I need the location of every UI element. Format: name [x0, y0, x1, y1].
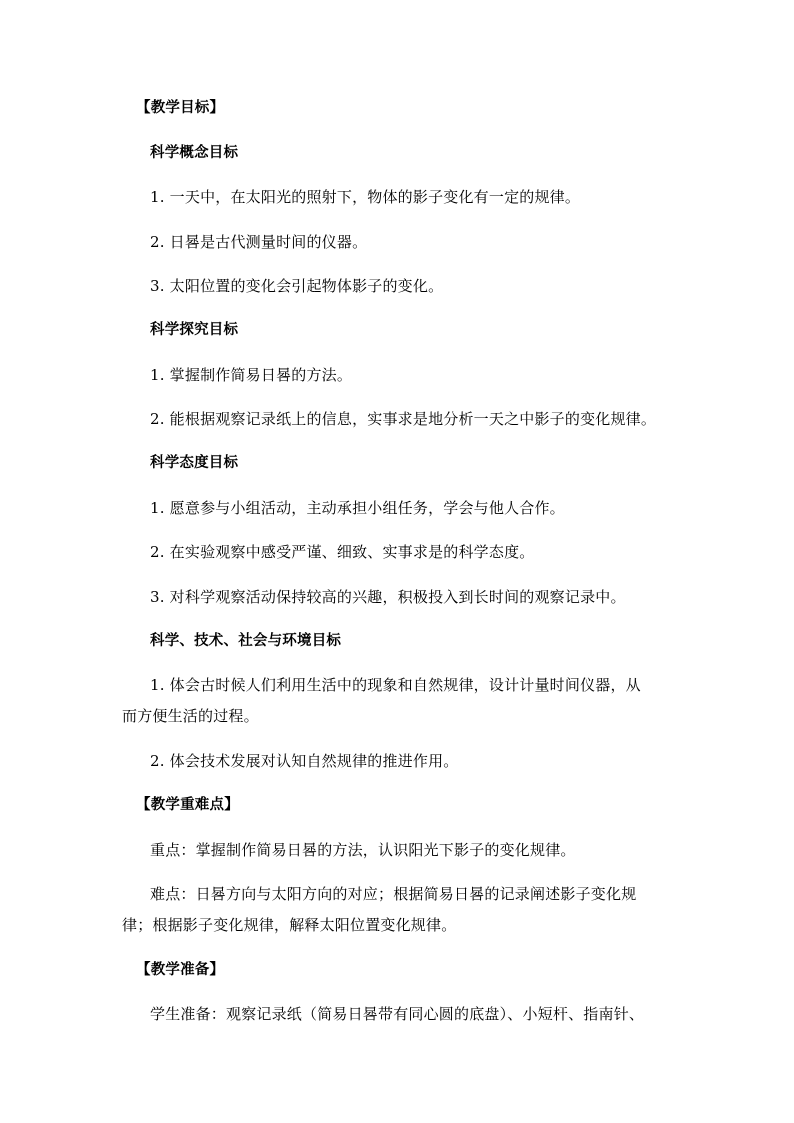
sts-item-continuation: 而方便生活的过程。 [122, 707, 259, 725]
sts-item: 1. 体会古时候人们利用生活中的现象和自然规律，设计计量时间仪器，从 [150, 676, 641, 694]
concept-item: 3. 太阳位置的变化会引起物体影子的变化。 [150, 277, 444, 295]
attitude-item: 1. 愿意参与小组活动，主动承担小组任务，学会与他人合作。 [150, 499, 565, 517]
concept-goals-title: 科学概念目标 [150, 145, 239, 161]
student-preparation: 学生准备：观察记录纸（简易日晷带有同心圆的底盘）、小短杆、指南针、 [150, 1005, 645, 1023]
heading-key-points: 【教学重难点】 [136, 797, 239, 813]
sts-item: 2. 体会技术发展对认知自然规律的推进作用。 [150, 752, 459, 770]
key-point: 重点：掌握制作简易日晷的方法，认识阳光下影子的变化规律。 [150, 841, 576, 859]
difficulty-point-continuation: 律；根据影子变化规律，解释太阳位置变化规律。 [122, 916, 457, 934]
difficulty-point: 难点：日晷方向与太阳方向的对应；根据简易日晷的记录阐述影子变化规 [150, 885, 637, 903]
inquiry-item: 1. 掌握制作简易日晷的方法。 [150, 366, 353, 384]
concept-item: 1. 一天中，在太阳光的照射下，物体的影子变化有一定的规律。 [150, 188, 581, 206]
inquiry-item: 2. 能根据观察记录纸上的信息，实事求是地分析一天之中影子的变化规律。 [150, 410, 657, 428]
concept-item: 2. 日晷是古代测量时间的仪器。 [150, 233, 368, 251]
heading-preparation: 【教学准备】 [136, 962, 225, 978]
inquiry-goals-title: 科学探究目标 [150, 322, 239, 338]
heading-teaching-goals: 【教学目标】 [136, 100, 225, 116]
attitude-goals-title: 科学态度目标 [150, 455, 239, 471]
attitude-item: 2. 在实验观察中感受严谨、细致、实事求是的科学态度。 [150, 543, 535, 561]
attitude-item: 3. 对科学观察活动保持较高的兴趣，积极投入到长时间的观察记录中。 [150, 588, 626, 606]
sts-goals-title: 科学、技术、社会与环境目标 [150, 633, 342, 649]
